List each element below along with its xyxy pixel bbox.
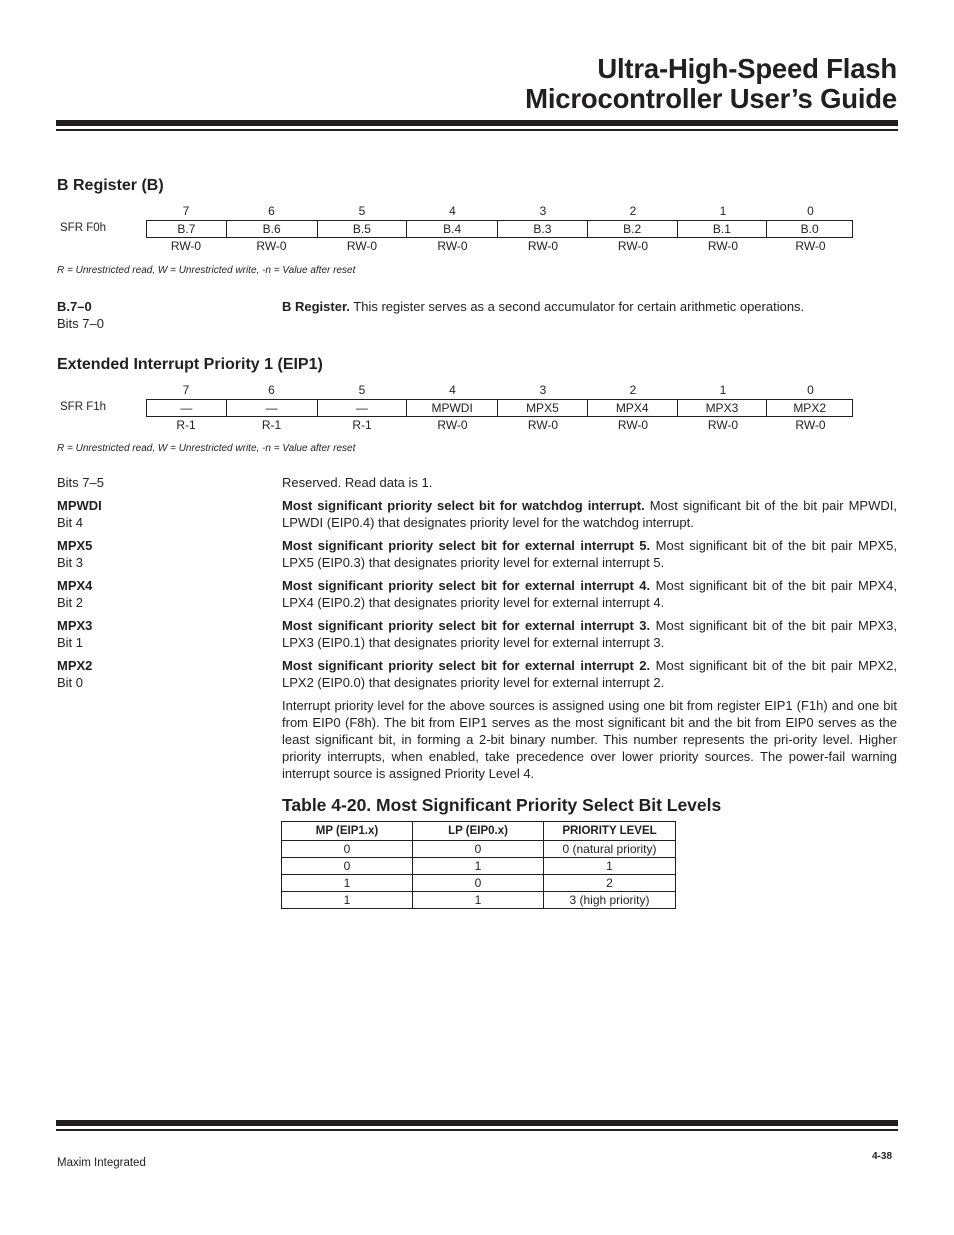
table-cell: 1: [282, 875, 413, 892]
table-header-row: [282, 822, 676, 841]
access-value: R-1: [261, 418, 282, 432]
register-row: [57, 220, 857, 237]
priority-explanation-paragraph: Interrupt priority level for the above sources is assigned using one bit from register EIP1 (F1h) and one bit from EIP0 (F8h). The bit from EIP1 serves as the most significant bit and the bit from EIP0 serves as the least significant bit, in forming a 2-bit binary number. This number represents the pri-ority level. Higher priority interrupts, when enabled, take precedence over lower priority sources. The power-fail warning interrupt source is assigned Priority Level 4.: [282, 698, 897, 781]
field-bits: Bit 2: [57, 595, 84, 610]
column-header: PRIORITY LEVEL: [544, 822, 676, 841]
access-value: R-1: [176, 418, 196, 432]
bit-cell: MPX5: [498, 400, 588, 416]
bit-cell: MPX4: [588, 400, 678, 416]
bit-cell: MPX3: [678, 400, 768, 416]
bit-number: 4: [449, 383, 456, 397]
field-name: MPWDI: [57, 498, 102, 513]
bit-number: 2: [629, 204, 637, 218]
mpwdi-description: [282, 497, 897, 531]
bit-number: 6: [268, 383, 275, 397]
field-desc-text: Most significant bit of the bit pair MPX4, LPX4 (EIP0.2) that designates priority level for external interrupt 4.: [282, 578, 898, 610]
table-cell: 1: [282, 892, 413, 909]
field-desc-text: This register serves as a second accumulator for certain arithmetic operations.: [349, 299, 805, 314]
bit-number-row: [57, 382, 857, 399]
field-bits: Bit 0: [57, 675, 84, 690]
mpx3-label: [57, 617, 92, 651]
field-desc-bold: Most significant priority select bit for external interrupt 4.: [282, 578, 651, 593]
eip1-register-diagram: [57, 382, 857, 434]
bit-number: 0: [807, 383, 814, 397]
register-legend-note: R = Unrestricted read, W = Unrestricted write, -n = Value after reset: [57, 265, 356, 276]
table-row: [282, 892, 676, 909]
access-value: RW-0: [256, 239, 287, 253]
field-bits: Bit 3: [57, 555, 84, 570]
mpx4-label: [57, 577, 92, 611]
field-desc-bold: Most significant priority select bit for external interrupt 2.: [282, 658, 651, 673]
table-cell: 1: [413, 892, 544, 909]
bit-cell: B.3: [498, 221, 588, 237]
access-value: RW-0: [527, 418, 559, 432]
table-cell: 0: [413, 841, 544, 858]
bit-cell: B.2: [588, 221, 678, 237]
table-row: [282, 875, 676, 892]
field-name: MPX3: [57, 618, 93, 633]
eip1-heading: Extended Interrupt Priority 1 (EIP1): [57, 356, 323, 373]
access-value: RW-0: [346, 239, 378, 253]
bit-cell: B.5: [318, 221, 408, 237]
mpx5-description: [282, 537, 897, 571]
b-field-description: [282, 298, 897, 315]
field-name: MPX4: [57, 578, 93, 593]
access-value: RW-0: [617, 418, 649, 432]
field-desc-bold: Most significant priority select bit for external interrupt 5.: [282, 538, 651, 553]
title-line-2: Microcontroller User’s Guide: [525, 83, 897, 114]
field-desc-bold: Most significant priority select bit for external interrupt 3.: [282, 618, 651, 633]
bit-cell: —: [227, 400, 318, 416]
publisher-name: Maxim Integrated: [57, 1157, 146, 1169]
field-name: MPX2: [57, 658, 93, 673]
access-value: RW-0: [707, 418, 739, 432]
field-bits: Bit 1: [57, 635, 84, 650]
document-title: [197, 54, 897, 114]
priority-levels-table: [281, 821, 676, 909]
footer-rule-thin: [56, 1129, 898, 1131]
bit-cell: B.0: [800, 222, 819, 236]
access-value: RW-0: [437, 418, 468, 432]
field-bits: Bit 4: [57, 515, 84, 530]
reserved-bits-description: Reserved. Read data is 1.: [282, 475, 433, 490]
mpx4-description: [282, 577, 897, 611]
field-desc-text: Most significant bit of the bit pair MPX5, LPX5 (EIP0.3) that designates priority level for external interrupt 5.: [282, 538, 898, 570]
title-line-1: Ultra-High-Speed Flash: [597, 53, 897, 84]
table-cell: 0: [282, 858, 413, 875]
page-number: 4-38: [871, 1151, 892, 1162]
field-desc-text: Most significant bit of the bit pair MPX2, LPX2 (EIP0.0) that designates priority level for external interrupt 2.: [282, 658, 898, 690]
access-value: RW-0: [795, 239, 826, 253]
access-value: RW-0: [617, 239, 649, 253]
bit-cell: B.7: [147, 221, 227, 237]
column-header: MP (EIP1.x): [282, 822, 413, 841]
register-legend-note: R = Unrestricted read, W = Unrestricted write, -n = Value after reset: [57, 443, 356, 454]
table-cell: 0: [413, 875, 544, 892]
bit-cell: —: [318, 400, 408, 416]
field-desc-bold: Most significant priority select bit for watchdog interrupt.: [282, 498, 645, 513]
table-row: [282, 858, 676, 875]
access-value: RW-0: [707, 239, 739, 253]
register-bit-box: [146, 220, 853, 238]
bit-cell: B.6: [227, 221, 318, 237]
table-cell: 0: [282, 841, 413, 858]
bit-number: 1: [719, 383, 727, 397]
bit-cell: B.1: [678, 221, 768, 237]
sfr-address: SFR F1h: [60, 401, 107, 413]
b-register-diagram: [57, 203, 857, 255]
bit-number: 7: [182, 383, 190, 397]
table-cell: 1: [413, 858, 544, 875]
mpx2-label: [57, 657, 92, 691]
register-bit-box: [146, 399, 853, 417]
bit-cell: MPWDI: [407, 400, 498, 416]
header-rule-thin: [56, 129, 898, 131]
bit-number: 3: [539, 383, 547, 397]
bit-number: 1: [719, 204, 727, 218]
field-name: B.7–0: [57, 299, 92, 314]
table-title: Table 4-20. Most Significant Priority Select Bit Levels: [282, 795, 722, 815]
table-cell: 2: [544, 875, 676, 892]
access-value: RW-0: [437, 239, 468, 253]
table-cell: 1: [544, 858, 676, 875]
sfr-address: SFR F0h: [60, 222, 107, 234]
field-desc-bold: B Register.: [282, 299, 350, 314]
bit-number: 2: [629, 383, 637, 397]
access-value: RW-0: [170, 239, 202, 253]
bit-number: 5: [358, 204, 366, 218]
access-value: R-1: [352, 418, 372, 432]
table-cell: 0 (natural priority): [544, 841, 676, 858]
table-row: [282, 841, 676, 858]
mpx2-description: [282, 657, 897, 691]
bit-cell: B.4: [407, 221, 498, 237]
bit-cell: MPX2: [793, 401, 826, 415]
mpx5-label: [57, 537, 92, 571]
mpwdi-label: [57, 497, 102, 531]
bit-number: 4: [449, 204, 456, 218]
bit-number: 5: [358, 383, 366, 397]
bit-number: 0: [807, 204, 814, 218]
field-bits: Bits 7–0: [57, 316, 104, 331]
access-row: [57, 417, 857, 434]
field-name: MPX5: [57, 538, 93, 553]
table-cell: 3 (high priority): [544, 892, 676, 909]
access-row: [57, 238, 857, 255]
header-rule-thick: [56, 120, 898, 126]
field-desc-text: Most significant bit of the bit pair MPX3, LPX3 (EIP0.1) that designates priority level for external interrupt 3.: [282, 618, 898, 650]
access-value: RW-0: [795, 418, 826, 432]
access-value: RW-0: [527, 239, 559, 253]
bit-number: 6: [268, 204, 275, 218]
mpx3-description: [282, 617, 897, 651]
register-row: [57, 399, 857, 416]
bit-number-row: [57, 203, 857, 220]
b-field-label: [57, 298, 104, 332]
bit-cell: —: [147, 400, 227, 416]
b-register-heading: B Register (B): [57, 177, 164, 194]
bit-number: 7: [182, 204, 190, 218]
reserved-bits-label: Bits 7–5: [57, 475, 104, 490]
column-header: LP (EIP0.x): [413, 822, 544, 841]
bit-number: 3: [539, 204, 547, 218]
footer-rule-thick: [56, 1120, 898, 1126]
field-desc-text: Most significant bit of the bit pair MPWDI, LPWDI (EIP0.4) that designates priority level for the watchdog interrupt.: [282, 498, 897, 530]
